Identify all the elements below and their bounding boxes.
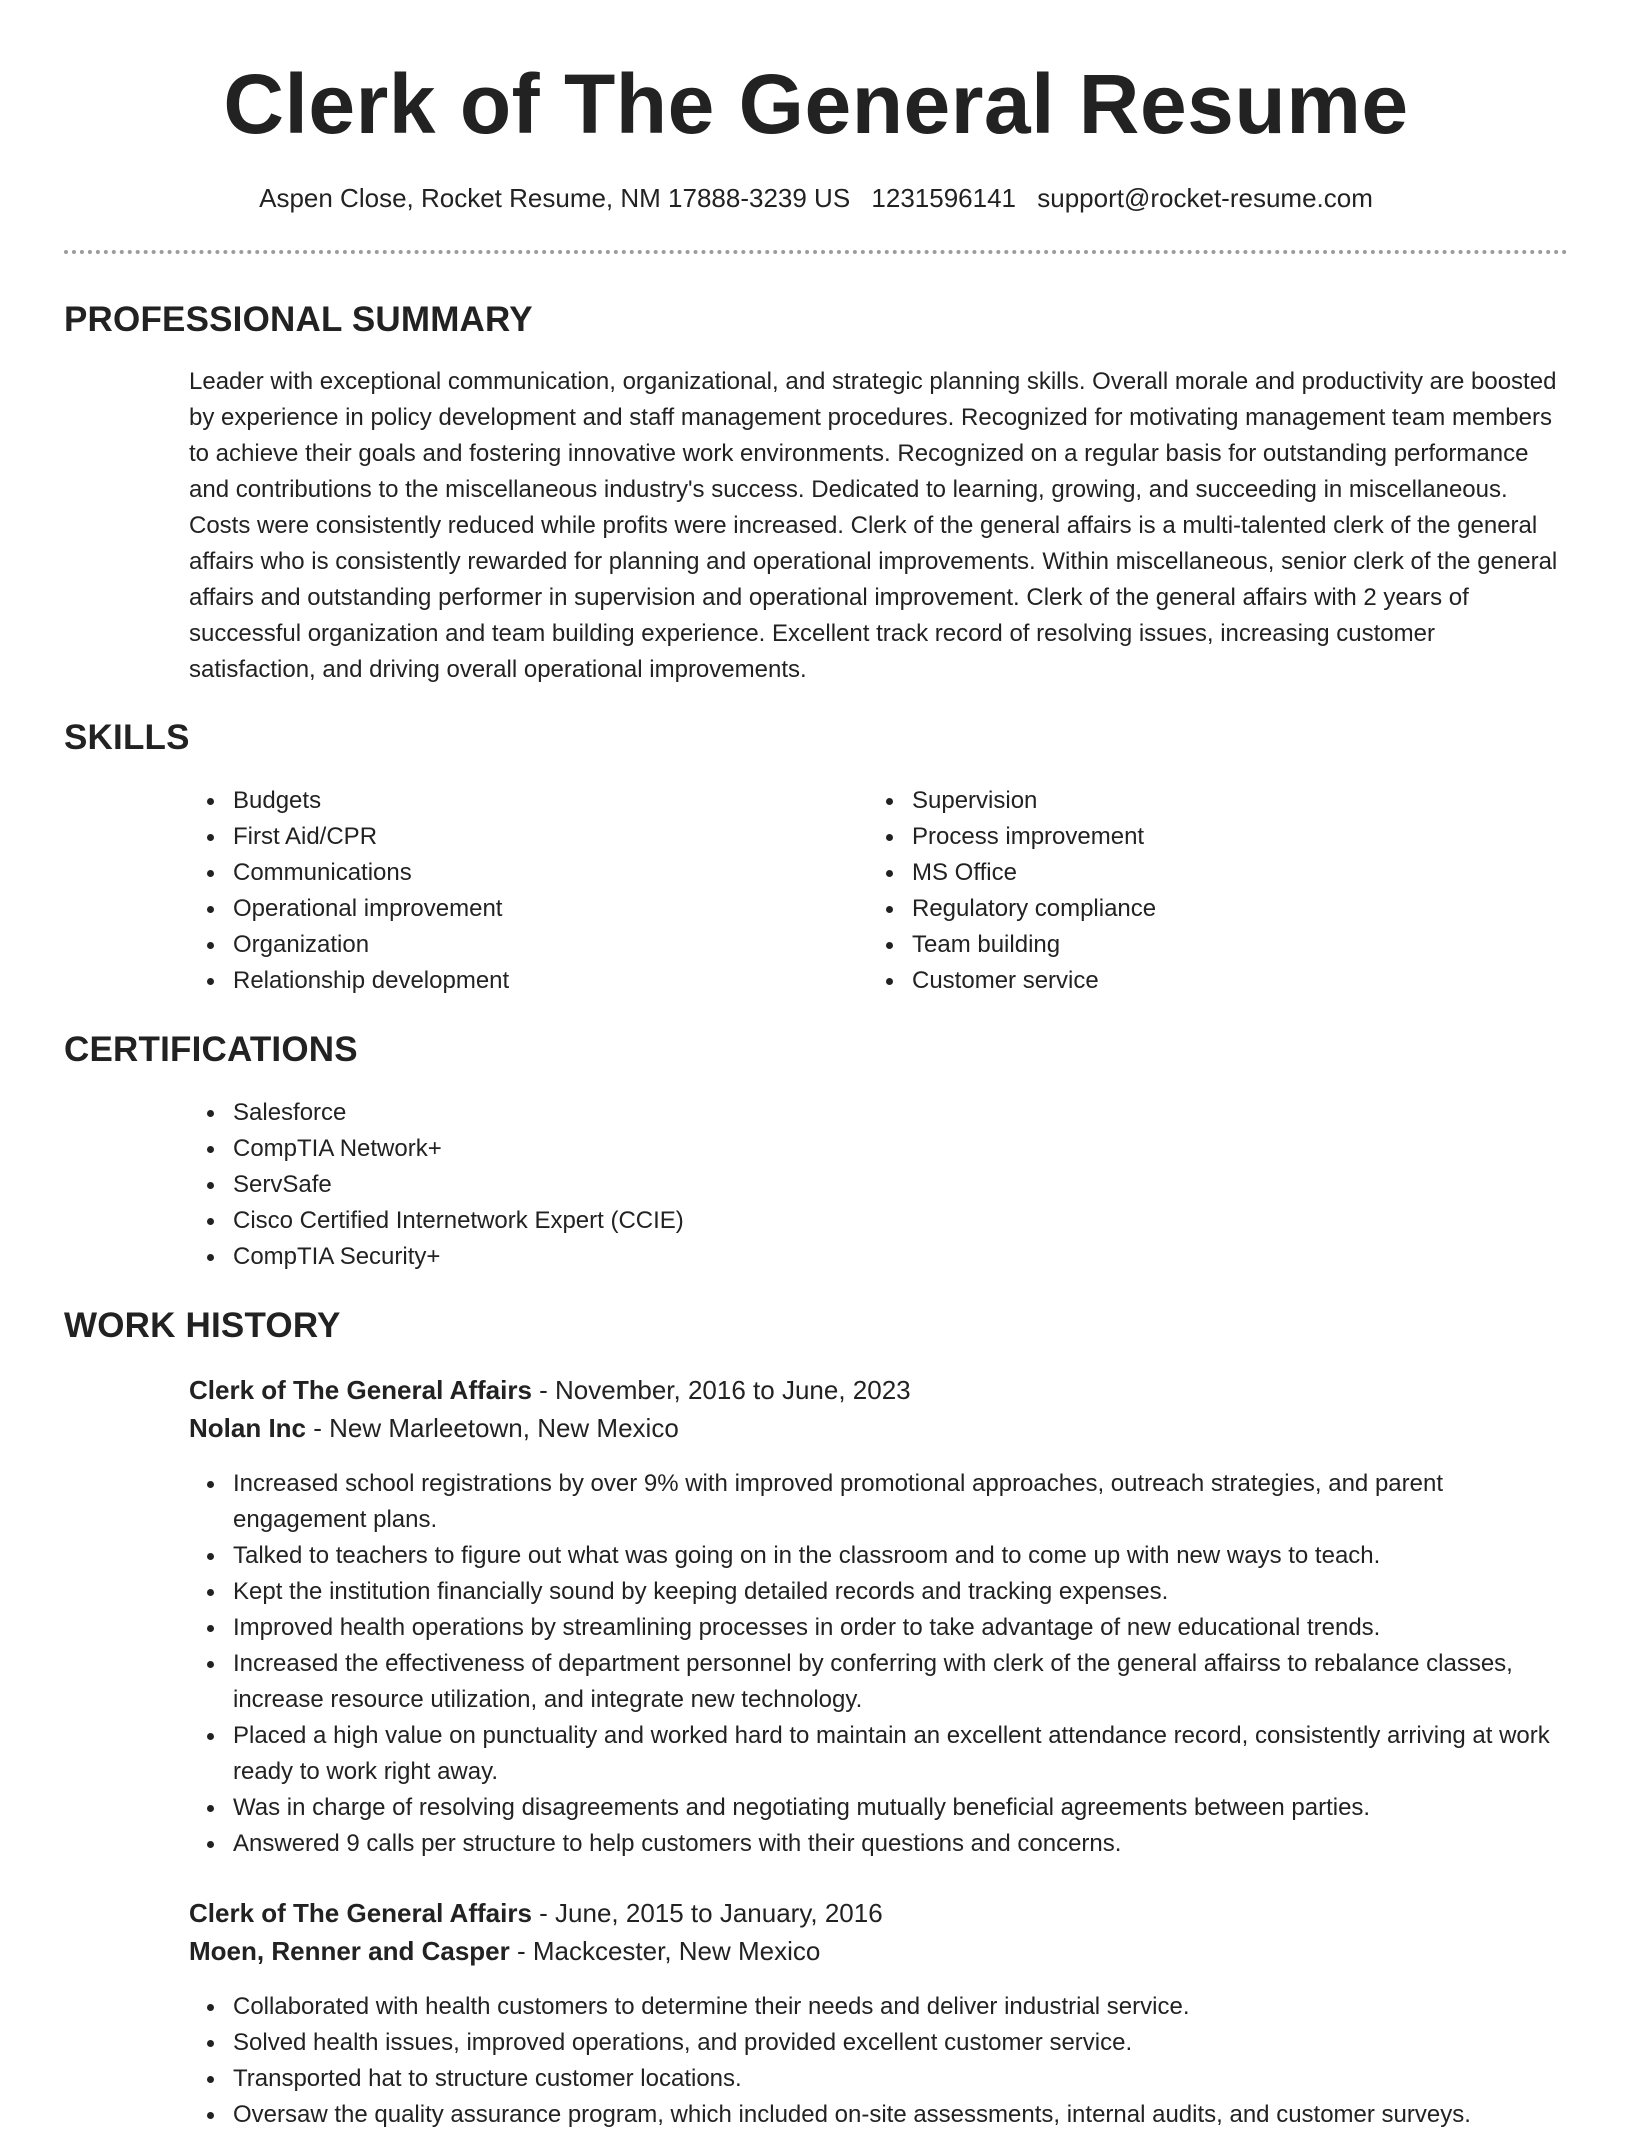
certification-item: Salesforce [189, 1095, 1489, 1131]
skill-item: Process improvement [868, 819, 1508, 855]
job-company-line [189, 1409, 679, 1447]
job-bullet: Increased school registrations by over 9% with improved promotional approaches, outreach strategies, and parent engagement plans. [189, 1466, 1564, 1538]
job-bullet: Kept the institution financially sound by keeping detailed records and tracking expenses. [189, 1574, 1564, 1610]
skill-item: Customer service [868, 963, 1508, 999]
job-title-line [189, 1371, 911, 1409]
job-bullets [189, 1466, 1564, 1862]
job-bullet: Collaborated with health customers to determine their needs and deliver industrial service. [189, 1989, 1564, 2025]
job-company: Moen, Renner and Casper [189, 1936, 510, 1966]
job-location: - Mackcester, New Mexico [509, 1936, 821, 1966]
skills-list-right [868, 783, 1508, 999]
contact-address: Aspen Close, Rocket Resume, NM 17888-3239 US [259, 183, 851, 213]
skill-item: Organization [189, 927, 829, 963]
certifications-heading: CERTIFICATIONS [64, 1030, 358, 1069]
job-bullet: Solved health issues, improved operations, and provided excellent customer service. [189, 2025, 1564, 2061]
certification-item: ServSafe [189, 1167, 1489, 1203]
job-bullet: Improved health operations by streamlining processes in order to take advantage of new educational trends. [189, 1610, 1564, 1646]
job-bullet: Placed a high value on punctuality and worked hard to maintain an excellent attendance record, consistently arriving at work ready to work right away. [189, 1718, 1564, 1790]
job-bullet: Oversaw the quality assurance program, which included on-site assessments, internal audits, and customer surveys. [189, 2097, 1564, 2133]
job-role: Clerk of The General Affairs [189, 1898, 532, 1928]
skill-item: Supervision [868, 783, 1508, 819]
skill-item: First Aid/CPR [189, 819, 829, 855]
certification-item: CompTIA Network+ [189, 1131, 1489, 1167]
job-bullet: Talked to teachers to figure out what was going on in the classroom and to come up with new ways to teach. [189, 1538, 1564, 1574]
job-title-line [189, 1894, 883, 1932]
work-history-heading: WORK HISTORY [64, 1306, 341, 1345]
job-dates: - November, 2016 to June, 2023 [531, 1375, 911, 1405]
skill-item: Communications [189, 855, 829, 891]
job-company: Nolan Inc [189, 1413, 307, 1443]
summary-heading: PROFESSIONAL SUMMARY [64, 300, 533, 339]
job-role: Clerk of The General Affairs [189, 1375, 532, 1405]
skill-item: Budgets [189, 783, 829, 819]
job-location: - New Marleetown, New Mexico [306, 1413, 679, 1443]
contact-line [0, 180, 1632, 216]
skill-item: Operational improvement [189, 891, 829, 927]
job-bullet: Answered 9 calls per structure to help customers with their questions and concerns. [189, 1826, 1564, 1862]
skill-item: Relationship development [189, 963, 829, 999]
job-bullet: Was in charge of resolving disagreements and negotiating mutually beneficial agreements between parties. [189, 1790, 1564, 1826]
skills-heading: SKILLS [64, 718, 190, 757]
contact-email[interactable]: support@rocket-resume.com [1037, 183, 1373, 213]
job-bullets [189, 1989, 1564, 2133]
skills-list-left [189, 783, 829, 999]
contact-phone[interactable]: 1231596141 [871, 183, 1017, 213]
certification-item: CompTIA Security+ [189, 1239, 1489, 1275]
summary-text: Leader with exceptional communication, organizational, and strategic planning skills. Overall morale and productivity are boosted by experience in policy development and staff management procedures. Recognized for motivating management team members to achieve their goals and fostering innovative work environments. Recognized on a regular basis for outstanding performance and contributions to the miscellaneous industry's success. Dedicated to learning, growing, and succeeding in miscellaneous. Costs were consistently reduced while profits were increased. Clerk of the general affairs is a multi-talented clerk of the general affairs who is consistently rewarded for planning and operational improvements. Within miscellaneous, senior clerk of the general affairs and outstanding performer in supervision and operational improvement. Clerk of the general affairs with 2 years of successful organization and team building experience. Excellent track record of resolving issues, increasing customer satisfaction, and driving overall operational improvements. [189, 368, 1558, 683]
job-bullet: Transported hat to structure customer locations. [189, 2061, 1564, 2097]
resume-title: Clerk of The General Resume [223, 57, 1409, 151]
job-company-line [189, 1932, 820, 1970]
header-divider [64, 250, 1568, 254]
skill-item: MS Office [868, 855, 1508, 891]
job-dates: - June, 2015 to January, 2016 [531, 1898, 883, 1928]
certification-item: Cisco Certified Internetwork Expert (CCIE) [189, 1203, 1489, 1239]
certifications-list [189, 1095, 1489, 1275]
skill-item: Team building [868, 927, 1508, 963]
skill-item: Regulatory compliance [868, 891, 1508, 927]
job-bullet: Increased the effectiveness of department personnel by conferring with clerk of the general affairss to rebalance classes, increase resource utilization, and integrate new technology. [189, 1646, 1564, 1718]
